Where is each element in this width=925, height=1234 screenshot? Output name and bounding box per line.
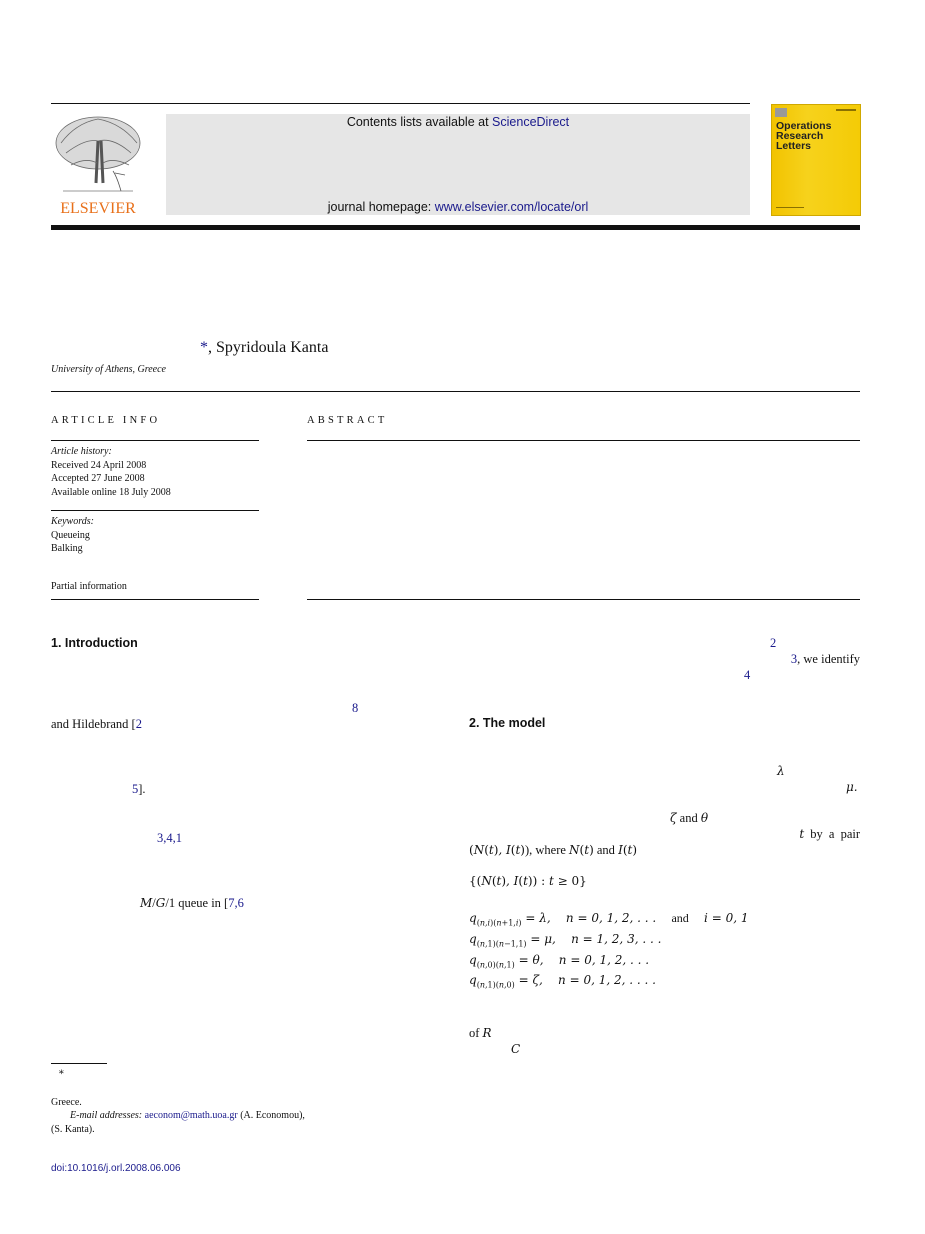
- hildebrand-line: [51, 717, 142, 732]
- contents-line: [166, 115, 750, 129]
- doi-link[interactable]: doi:10.1016/j.orl.2008.06.006: [51, 1163, 181, 1174]
- homepage-line: [166, 200, 750, 214]
- citation-4[interactable]: 4: [744, 668, 751, 682]
- authors-line: [200, 339, 328, 357]
- citation-3-4-1[interactable]: 3,4,1: [157, 831, 182, 845]
- citation-8[interactable]: 8: [352, 701, 359, 715]
- footnote-star: ∗: [58, 1067, 65, 1078]
- cover-title: [776, 121, 831, 151]
- online-date: Available online 18 July 2008: [51, 486, 171, 498]
- footnote-emails: [70, 1110, 305, 1121]
- pair-where: ), where: [524, 843, 566, 857]
- email-link[interactable]: aeconom@math.uoa.gr: [144, 1110, 238, 1121]
- rate-service-range: n = 1, 2, 3, . . .: [571, 932, 662, 946]
- process-set: {(N(t), I(t)) : t ≥ 0}: [469, 874, 587, 888]
- keyword-item: Queueing: [51, 529, 90, 541]
- received-date: Received 24 April 2008: [51, 459, 147, 471]
- citation-7-6[interactable]: 7,6: [228, 896, 244, 910]
- model-heading: 2. The model: [469, 716, 546, 730]
- cover-emblem-icon: [775, 108, 787, 117]
- mg1-line: M/G/1 queue in [7,6: [140, 896, 244, 910]
- intro-heading: 1. Introduction: [51, 636, 138, 650]
- cover-title-line: Research: [776, 130, 824, 142]
- r-symbol: R: [482, 1026, 492, 1040]
- c-symbol: C: [511, 1042, 521, 1056]
- identify-text: , we identify: [797, 652, 860, 666]
- corresponding-author-mark[interactable]: *: [200, 339, 208, 356]
- keywords-label: Keywords:: [51, 516, 94, 527]
- footnote-country: Greece.: [51, 1097, 82, 1108]
- article-info-bottom-rule: [51, 599, 259, 600]
- rate-arrival: $q_{(n,i)(n+1,i)} = \lambda$, n = 0, 1, 2, . . . and i = 0, 1: [469, 911, 749, 928]
- homepage-link[interactable]: www.elsevier.com/locate/orl: [434, 200, 589, 214]
- rate-zeta: $q_{(n,1)(n,0)} = \zeta$, n = 0, 1, 2, . . . .: [469, 973, 656, 990]
- cover-title-line: Letters: [776, 140, 812, 152]
- abstract-heading: ABSTRACT: [307, 415, 388, 426]
- email-label: E-mail addresses:: [70, 1110, 143, 1121]
- zeta-theta-and: and: [679, 811, 698, 825]
- rate-service: $q_{(n,1)(n-1,1)} = \mu$, n = 1, 2, 3, . . .: [469, 932, 662, 949]
- cover-mark: [836, 109, 856, 111]
- citation-2-right[interactable]: 2: [770, 636, 777, 650]
- mg1-text: /1 queue in [: [165, 896, 229, 910]
- elsevier-wordmark: ELSEVIER: [60, 200, 136, 217]
- history-label: Article history:: [51, 446, 112, 457]
- elsevier-logo: [51, 113, 145, 217]
- keywords-rule: [51, 510, 259, 511]
- citation-3[interactable]: 3: [790, 652, 798, 666]
- citation-2[interactable]: 2: [135, 717, 142, 731]
- of-word: of: [469, 1026, 480, 1040]
- pair-definition: (N(t), I(t)), where N(t) and I(t): [469, 843, 638, 857]
- footnote-rule: [51, 1063, 107, 1064]
- homepage-prefix: journal homepage:: [327, 200, 432, 214]
- author-names: , Spyridoula Kanta: [208, 339, 329, 356]
- email-owner: (A. Economou),: [237, 1110, 305, 1121]
- pair-and: and: [596, 843, 615, 857]
- header-top-rule: [51, 103, 750, 104]
- article-info-heading: ARTICLE INFO: [51, 415, 161, 426]
- lambda-symbol: λ: [777, 764, 785, 778]
- abstract-top-rule: [307, 440, 860, 441]
- of-r-line: [469, 1026, 492, 1041]
- citation-5-line: [132, 782, 146, 797]
- contents-prefix: Contents lists available at: [346, 115, 489, 129]
- accepted-date: Accepted 27 June 2008: [51, 473, 145, 484]
- rate-theta: $q_{(n,0)(n,1)} = \theta$, n = 0, 1, 2, . . .: [469, 953, 650, 970]
- keyword-item: Balking: [51, 543, 83, 554]
- citation-3-line: [775, 652, 860, 667]
- by-a-pair: by a pair: [810, 827, 860, 841]
- rate-i-range: i = 0, 1: [704, 911, 749, 925]
- article-info-top-rule: [51, 391, 860, 392]
- citation-5[interactable]: 5: [132, 782, 139, 796]
- elsevier-tree-icon: [51, 113, 145, 217]
- journal-cover: [771, 104, 861, 216]
- rate-zeta-range: n = 0, 1, 2, . . . .: [558, 973, 656, 987]
- t-pair-line: t by a pair: [799, 827, 860, 841]
- footnote-kanta: (S. Kanta).: [51, 1124, 95, 1135]
- zeta-theta-line: ζ and θ: [670, 811, 709, 825]
- cover-title-line: Operations: [776, 120, 832, 132]
- citation-5-suffix: ].: [138, 782, 146, 796]
- mu-symbol: μ.: [846, 780, 858, 794]
- rate-and: and: [671, 911, 689, 925]
- keyword-item: Partial information: [51, 581, 127, 592]
- article-history: [51, 445, 171, 499]
- header-thick-rule: [51, 225, 860, 230]
- keywords-block: [51, 515, 94, 556]
- abstract-bottom-rule: [307, 599, 860, 600]
- cover-bottom-mark: [776, 207, 804, 208]
- affiliation: University of Athens, Greece: [51, 364, 166, 375]
- article-info-rule: [51, 440, 259, 441]
- rate-theta-range: n = 0, 1, 2, . . .: [558, 953, 650, 967]
- hildebrand-text: and Hildebrand [: [51, 717, 136, 731]
- mg1-symbol: M: [140, 896, 153, 910]
- sciencedirect-link[interactable]: ScienceDirect: [492, 115, 570, 129]
- rate-arrival-range: n = 0, 1, 2, . . .: [565, 911, 657, 925]
